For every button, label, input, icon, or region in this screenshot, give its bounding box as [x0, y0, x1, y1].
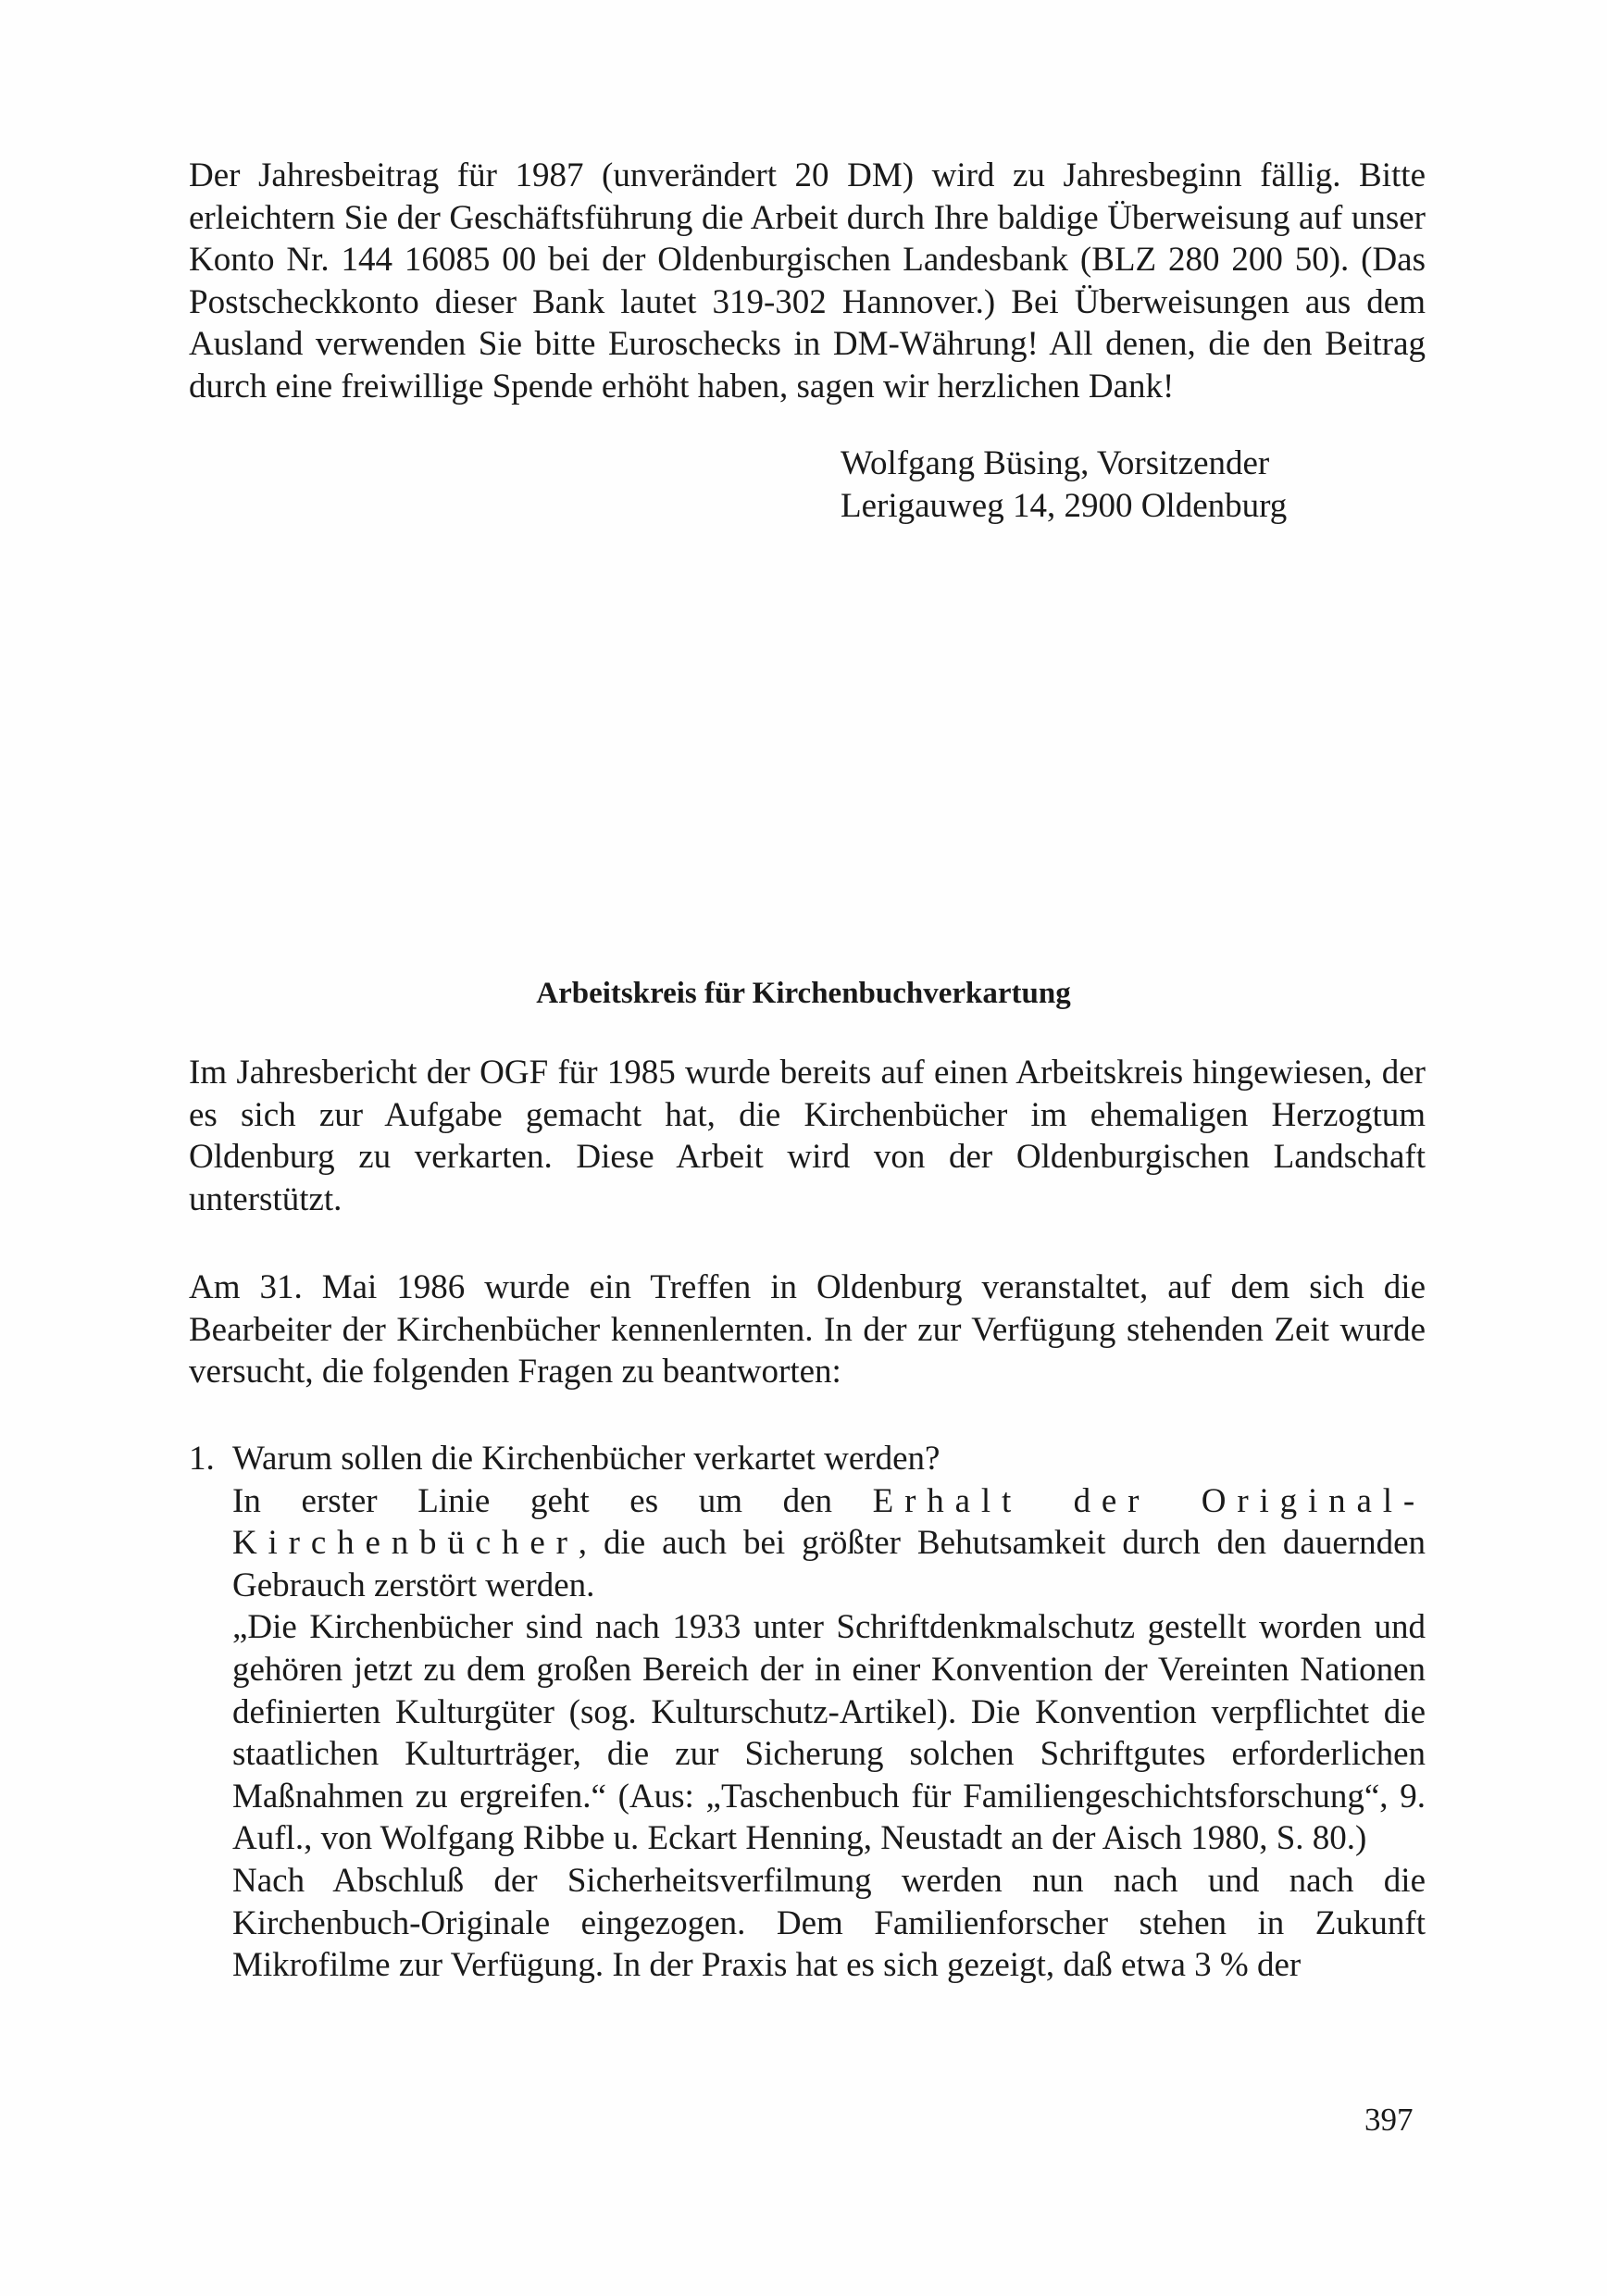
membership-fee-notice [189, 155, 1426, 408]
answer-suffix: , die auch bei größter Behutsamkeit durch den dauernden Gebrauch zerstört werden. [232, 1524, 1426, 1604]
list-item-number: 1. [189, 1440, 215, 1478]
section-paragraph-2 [189, 1267, 1426, 1393]
signature-block [841, 443, 1287, 528]
list-item-followup: Nach Abschluß der Sicherheitsverfilmung werden nun nach und nach die Kirchenbuch-Originale eingezogen. Dem Familienforscher stehen in Zukunft Mikrofilme zur Verfügung. In der Praxis hat es sich gezeigt, daß etwa 3 % der [232, 1861, 1426, 1985]
list-item-quote: „Die Kirchenbücher sind nach 1933 unter Schriftdenkmalschutz gestellt worden und gehören jetzt zu dem großen Bereich der in einer Konvention der Vereinten Nationen definierten Kulturgüter (sog. Kulturschutz-Artikel). Die Konvention verpflichtet die staatlichen Kulturträger, die zur Sicherung solchen Schriftgutes erforderlichen Maßnahmen zu ergreifen.“ (Aus: „Taschenbuch für Familiengeschichtsforschung“, 9. Aufl., von Wolfgang Ribbe u. Eckart Henning, Neustadt an der Aisch 1980, S. 80.) [232, 1608, 1426, 1858]
list-item [189, 1438, 1426, 1987]
answer-emphasis: Erhalt der Original-Kirchenbücher [232, 1481, 1426, 1563]
paragraph-text: Am 31. Mai 1986 wurde ein Treffen in Oldenburg veranstaltet, auf dem sich die Bearbeiter der Kirchenbücher kennenlernten. In der zur Verfügung stehenden Zeit wurde versucht, die folgenden Fragen zu beantworten: [189, 1268, 1426, 1391]
signature-name: Wolfgang Büsing, Vorsitzender [841, 444, 1270, 482]
list-item-question: Warum sollen die Kirchenbücher verkartet werden? [232, 1440, 941, 1478]
list-item-answer [232, 1480, 1426, 1607]
section-paragraph-1 [189, 1052, 1426, 1220]
page-number: 397 [1364, 2102, 1414, 2138]
signature-address: Lerigauweg 14, 2900 Oldenburg [841, 487, 1288, 525]
answer-prefix: In erster Linie geht es um den [232, 1481, 873, 1520]
intro-paragraph: Der Jahresbeitrag für 1987 (unverändert 20 DM) wird zu Jahresbeginn fällig. Bitte erleichtern Sie der Geschäftsführung die Arbeit durch Ihre baldige Überweisung auf unser Konto Nr. 144 16085 00 bei der Oldenburgischen Landesbank (BLZ 280 200 50). (Das Postscheckkonto dieser Bank lautet 319-302 Hannover.) Bei Überweisungen aus dem Ausland verwenden Sie bitte Euroschecks in DM-Währung! All denen, die den Beitrag durch eine freiwillige Spende erhöht haben, sagen wir herzlichen Dank! [189, 156, 1426, 406]
numbered-list [189, 1438, 1426, 1987]
paragraph-text: Im Jahresbericht der OGF für 1985 wurde bereits auf einen Arbeitskreis hingewiesen, der es sich zur Aufgabe gemacht hat, die Kirchenbücher im ehemaligen Herzogtum Oldenburg zu verkarten. Diese Arbeit wird von der Oldenburgischen Landschaft unterstützt. [189, 1054, 1426, 1218]
section-heading: Arbeitskreis für Kirchenbuchverkartung [536, 977, 1071, 1010]
